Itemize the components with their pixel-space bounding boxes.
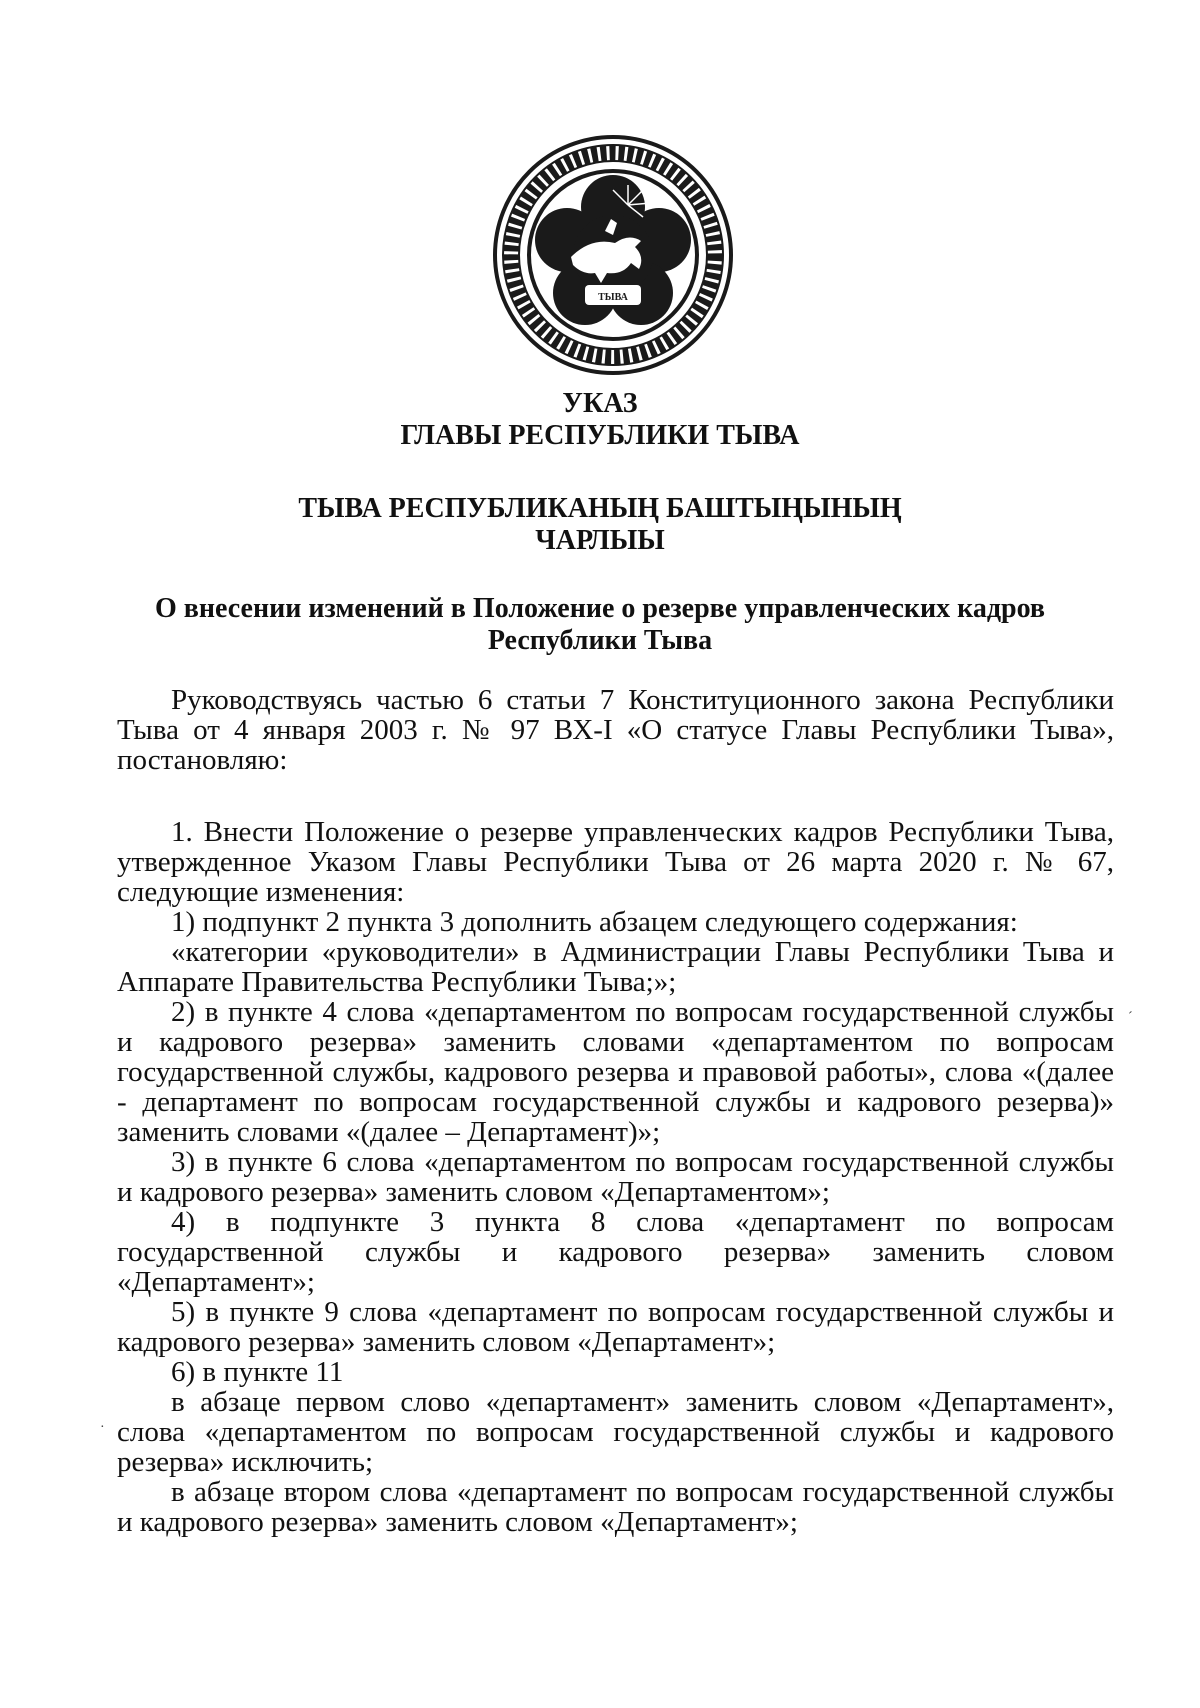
subject-line-2: Республики Тыва (487, 625, 713, 656)
paragraph-subitem-1: 1) подпункт 2 пункта 3 дополнить абзацем следующего содержания: (171, 906, 1018, 938)
scan-mark: ´ (1128, 1010, 1133, 1025)
paragraph-subitem-6-b: в абзаце втором слова «департамент по вопросам государственной службы и кадрового резерва» заменить словом «Департамент»; (117, 1476, 1114, 1538)
paragraph-subitem-3: 3) в пункте 6 слова «департаментом по вопросам государственной службы и кадрового резерва» заменить словом «Департаментом»; (117, 1146, 1114, 1208)
coat-of-arms-emblem (493, 135, 733, 375)
paragraph-subitem-5: 5) в пункте 9 слова «департамент по вопросам государственной службы и кадрового резерва» заменить словом «Департамент»; (117, 1296, 1114, 1358)
paragraph-preamble: Руководствуясь частью 6 статьи 7 Конституционного закона Республики Тыва от 4 января 2003 г. № 97 ВХ-I «О статусе Главы Республики Тыва», постановляю: (117, 684, 1114, 776)
paragraph-subitem-4: 4) в подпункте 3 пункта 8 слова «департамент по вопросам государственной службы и кадрового резерва» заменить словом «Департамент»; (117, 1206, 1114, 1298)
title-tuvan-line-1: ТЫВА РЕСПУБЛИКАНЫҢ БАШТЫҢЫНЫҢ (298, 493, 902, 524)
subject-line-1: О внесении изменений в Положение о резерве управленческих кадров (154, 593, 1046, 624)
paragraph-subitem-6: 6) в пункте 11 (171, 1356, 344, 1388)
title-tuvan-line-2: ЧАРЛЫЫ (535, 525, 665, 556)
title-line-2: ГЛАВЫ РЕСПУБЛИКИ ТЫВА (400, 420, 800, 451)
document-body (117, 685, 1114, 1537)
title-line-1: УКАЗ (562, 388, 638, 419)
paragraph-item-1: 1. Внести Положение о резерве управленческих кадров Республики Тыва, утвержденное Указом Главы Республики Тыва от 26 марта 2020 г. № 67, следующие изменения: (117, 816, 1114, 908)
paragraph-subitem-6-a: в абзаце первом слово «департамент» заменить словом «Департамент», слова «департаментом по вопросам государственной службы и кадрового резерва» исключить; (117, 1386, 1114, 1478)
paragraph-subitem-2: 2) в пункте 4 слова «департаментом по вопросам государственной службы и кадрового резерва» заменить словами «департаментом по вопросам государственной службы, кадрового резерва и правовой работы», слова «(далее - департамент по вопросам государственной службы и кадрового резерва)» заменить словами «(далее – Департамент)»; (117, 996, 1114, 1148)
paragraph-quote-1: «категории «руководители» в Администрации Главы Республики Тыва и Аппарате Правительства Республики Тыва;»; (117, 936, 1114, 998)
emblem-label: ТЫВА (598, 292, 628, 303)
scan-mark: · (100, 1420, 105, 1435)
